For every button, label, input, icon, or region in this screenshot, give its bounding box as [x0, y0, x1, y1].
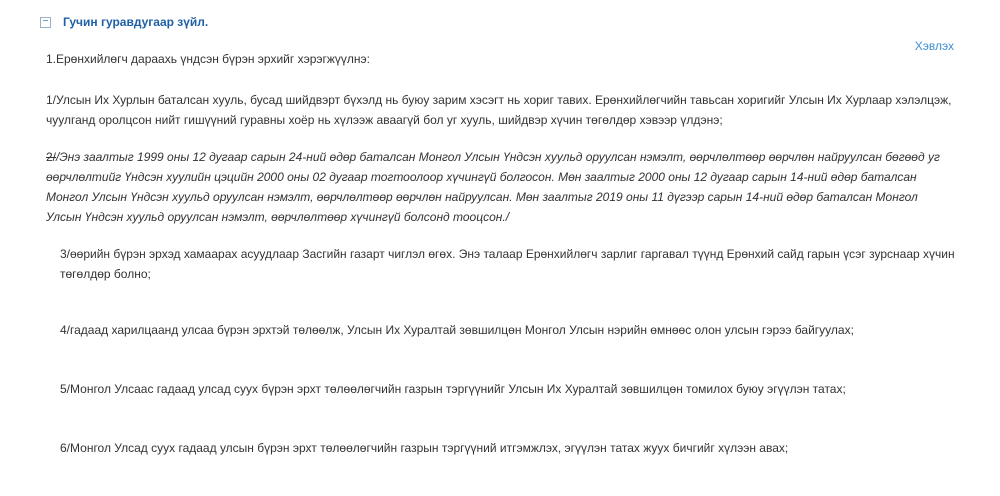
clause-1: 1/Улсын Их Хурлын баталсан хууль, бусад шийдвэрт бүхэлд нь буюу зарим хэсэгт нь хориг тавих. Ерөнхийлөгчийн тавьсан хоригийг Улсын Их Хурлаар хэлэлцэж, чуулганд оролцсон нийт гишүүний гуравны хоёр нь хүлээж аваагүй бол уг хууль, шийдвэр хүчин төгөлдөр хэвээр үлдэнэ; — [46, 93, 952, 127]
clause-2-note: /Энэ заалтыг 1999 оны 12 дугаар сарын 24-ний өдөр баталсан Монгол Улсын Үндсэн хуульд оруулсан нэмэлт, өөрчлөлтөөр өөрчлөн найруулсан бөгөөд уг өөрчлөлтийг Үндсэн хуулийн цэцийн 2000 оны 02 дугаар тогтоолоор хүчингүй болгосон. Мөн заалтыг 2000 оны 12 дугаар сарын 14-ний өдөр баталсан Монгол Улсын Үндсэн хуульд оруулсан нэмэлт, өөрчлөлтөөр өөрчлөн найруулсан. Мөн заалтыг 2019 оны 11 дүгээр сарын 14-ний өдөр баталсан Монгол Улсын Үндсэн хуульд оруулсан нэмэлт, өөрчлөлтөөр хүчингүй болсонд тооцсон./ — [46, 150, 940, 224]
article-title: Гучин гуравдугаар зүйл. — [63, 15, 209, 29]
clause-3: 3/өөрийн бүрэн эрхэд хамаарах асуудлаар Засгийн газарт чиглэл өгөх. Энэ талаар Ерөнхийлөгч зарлиг гаргавал түүнд Ерөнхий сайд гарын үсэг зурснаар хүчин төгөлдөр болно; — [60, 247, 955, 281]
clause-6: 6/Монгол Улсад суух гадаад улсын бүрэн эрхт төлөөлөгчийн газрын тэргүүний итгэмжлэх, эгүүлэн татах жуух бичгийг хүлээн авах; — [60, 441, 789, 455]
clause-2-repealed — [46, 147, 956, 227]
article-header — [40, 15, 208, 29]
clause-2-number: 2/ — [46, 150, 57, 164]
clause-4: 4/гадаад харилцаанд улсаа бүрэн эрхтэй төлөөлж, Улсын Их Хуралтай зөвшилцөн Монгол Улсын нэрийн өмнөөс олон улсын гэрээ байгуулах; — [60, 323, 854, 337]
collapse-toggle-icon[interactable]: − — [40, 17, 51, 28]
print-link[interactable]: Хэвлэх — [914, 39, 954, 53]
clause-5: 5/Монгол Улсаас гадаад улсад суух бүрэн эрхт төлөөлөгчийн газрын тэргүүнийг Улсын Их Хуралтай зөвшилцөн томилох буюу эгүүлэн татах; — [60, 382, 846, 396]
article-intro: 1.Ерөнхийлөгч дараахь үндсэн бүрэн эрхийг хэрэгжүүлнэ: — [46, 52, 370, 66]
